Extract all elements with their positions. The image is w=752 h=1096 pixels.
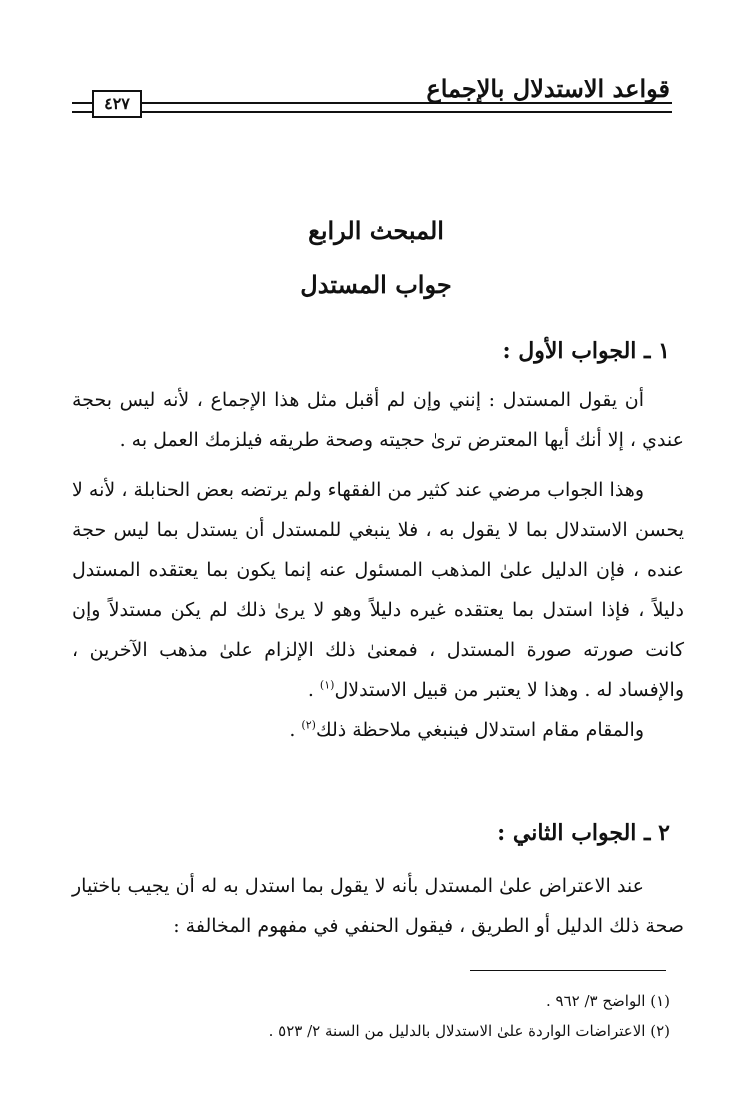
footnote-ref: (٢) [301, 718, 316, 732]
header-double-rule [72, 102, 672, 113]
paragraph [72, 710, 684, 750]
page-number: ٤٢٧ [92, 90, 142, 118]
paragraph: أن يقول المستدل : إنني وإن لم أقبل مثل هذا الإجماع ، لأنه ليس بحجة عندي ، إلا أنك أيها المعترض ترىٰ حجيته وصحة طريقه فيلزمك العمل به . [72, 389, 684, 451]
section1-text [72, 380, 684, 750]
chapter-subheading: جواب المستدل [300, 270, 452, 299]
footnote-ref: (١) [319, 678, 335, 692]
footnote: (١) الواضح ٣/ ٩٦٢ . [546, 992, 670, 1010]
section2-text [72, 866, 684, 946]
footnote: (٢) الاعتراضات الواردة علىٰ الاستدلال بالدليل من السنة ٢/ ٥٢٣ . [268, 1022, 670, 1040]
paragraph-text: وهذا الجواب مرضي عند كثير من الفقهاء ولم يرتضه بعض الحنابلة ، لأنه لا يحسن الاستدلال بما لا يقول به ، فلا ينبغي للمستدل أن يستدل بما ليس حجة عنده ، فإن الدليل علىٰ المذهب المسئول عنه إنما يكون بما يعتقده المستدل دليلاً ، فإذا استدل بما يعتقده غيره دليلاً وهو لا يرىٰ ذلك لم يكن مستدلاً وإن كانت صورته صورة المستدل ، فمعنىٰ ذلك الإلزام علىٰ مذهب الآخرين ، والإفساد له . وهذا لا يعتبر من قبيل الاستدلال [72, 479, 684, 701]
section-heading-second-answer: ٢ ـ الجواب الثاني : [497, 820, 670, 846]
section-heading-first-answer: ١ ـ الجواب الأول : [502, 338, 670, 364]
paragraph: عند الاعتراض علىٰ المستدل بأنه لا يقول بما استدل به له أن يجيب باختيار صحة ذلك الدليل أو الطريق ، فيقول الحنفي في مفهوم المخالفة : [72, 875, 684, 937]
footnotes [70, 986, 670, 1046]
sentence-end: . [289, 719, 302, 741]
running-title: قواعد الاستدلال بالإجماع [426, 74, 670, 103]
sentence-end: . [307, 679, 320, 701]
paragraph-text: والمقام مقام استدلال فينبغي ملاحظة ذلك [315, 719, 644, 741]
chapter-heading: المبحث الرابع [308, 216, 444, 245]
footnote-separator [470, 970, 666, 971]
paragraph [72, 470, 684, 710]
